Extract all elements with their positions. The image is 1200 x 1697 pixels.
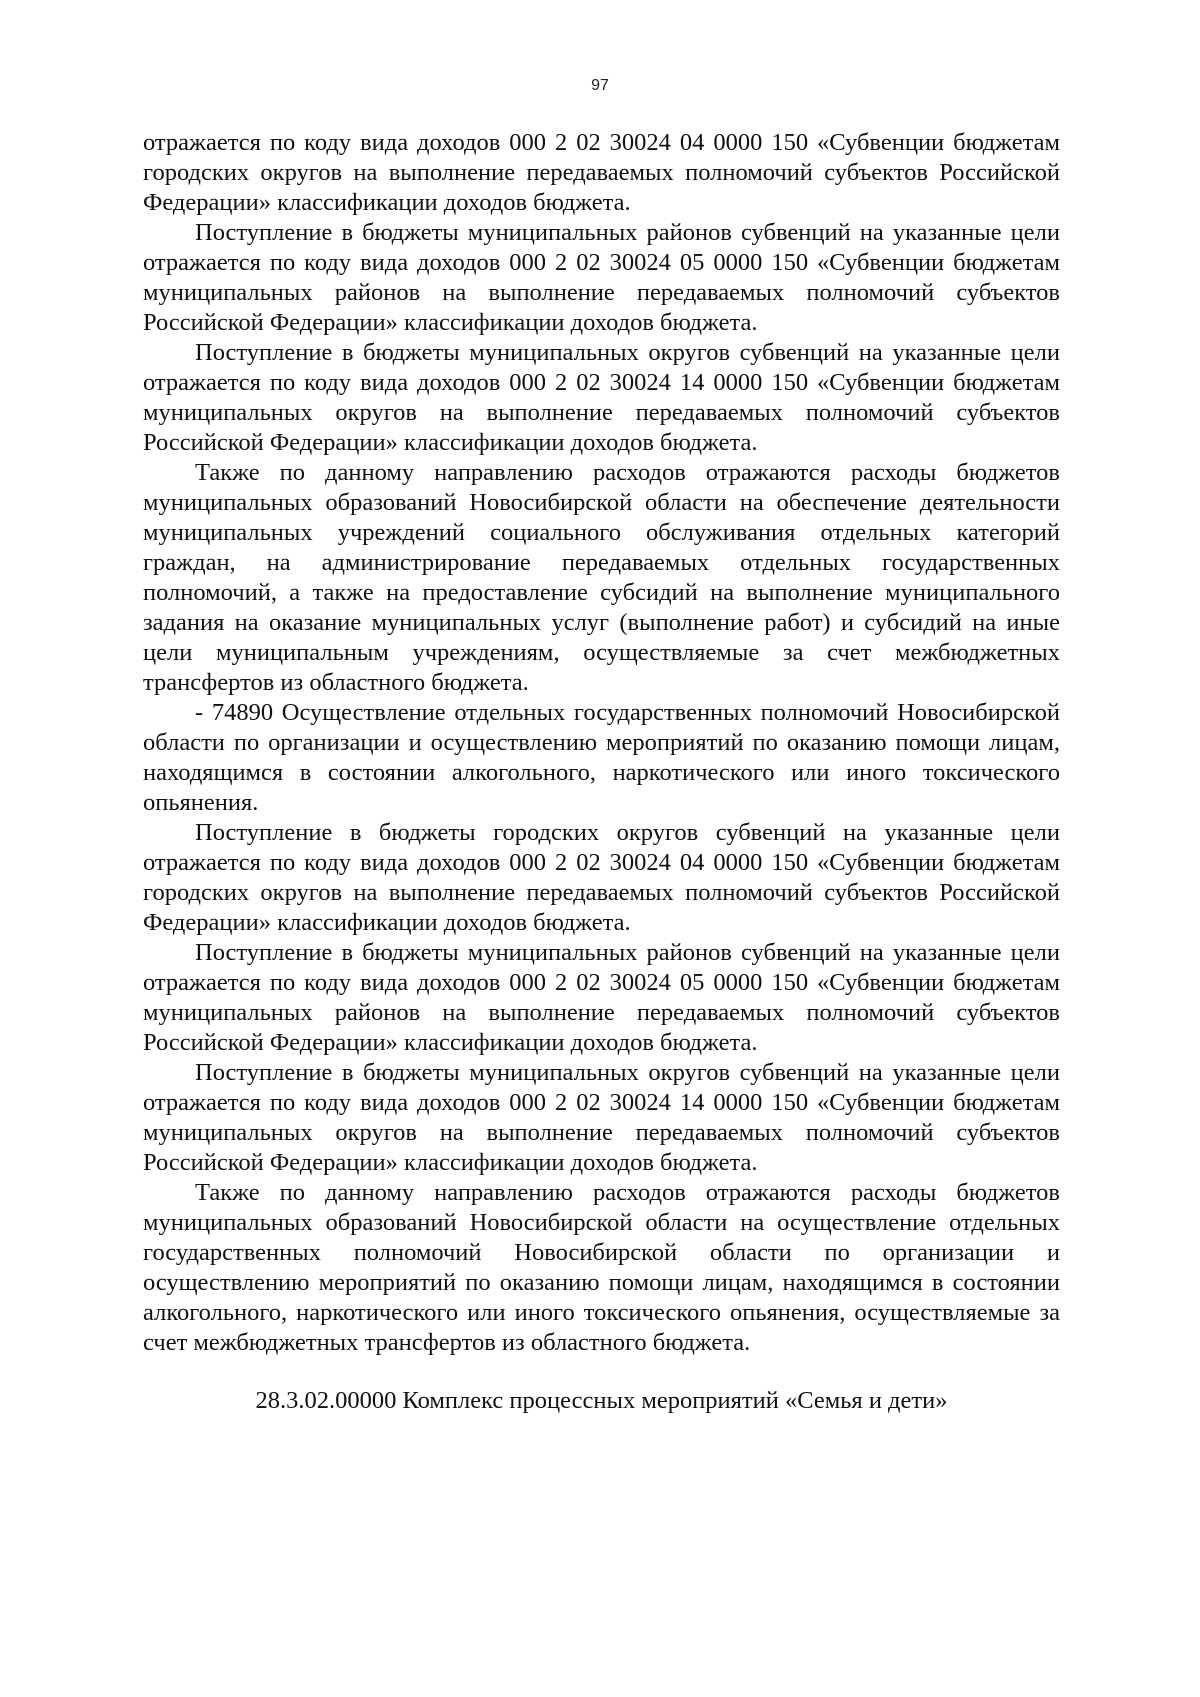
paragraph-urban-okrugs-revenue: Поступление в бюджеты городских округов субвенций на указанные цели отражается по коду вида доходов 000 2 02 30024 04 0000 150 «Субвенции бюджетам городских округов на выполнение передаваемых полномочий субъектов Российской Федерации» классификации доходов бюджета. xyxy=(143,819,1060,936)
paragraph-municipal-districts-revenue-2: Поступление в бюджеты муниципальных районов субвенций на указанные цели отражается по коду вида доходов 000 2 02 30024 05 0000 150 «Субвенции бюджетам муниципальных районов на выполнение передаваемых полномочий субъектов Российской Федерации» классификации доходов бюджета. xyxy=(143,939,1060,1056)
document-body xyxy=(143,128,1060,1416)
paragraph-code-74890: - 74890 Осуществление отдельных государственных полномочий Новосибирской области по организации и осуществлению мероприятий по оказанию помощи лицам, находящимся в состоянии алкогольного, наркотического или иного токсического опьянения. xyxy=(143,699,1060,816)
page-number: 97 xyxy=(591,77,609,94)
paragraph-municipal-okrugs-revenue-2: Поступление в бюджеты муниципальных округов субвенций на указанные цели отражается по коду вида доходов 000 2 02 30024 14 0000 150 «Субвенции бюджетам муниципальных округов на выполнение передаваемых полномочий субъектов Российской Федерации» классификации доходов бюджета. xyxy=(143,1059,1060,1176)
paragraph-continuation: отражается по коду вида доходов 000 2 02 30024 04 0000 150 «Субвенции бюджетам городских округов на выполнение передаваемых полномочий субъектов Российской Федерации» классификации доходов бюджета. xyxy=(143,129,1060,216)
paragraph-expenses-social-institutions: Также по данному направлению расходов отражаются расходы бюджетов муниципальных образований Новосибирской области на обеспечение деятельности муниципальных учреждений социального обслуживания отдельных категорий граждан, на администрирование передаваемых отдельных государственных полномочий, а также на предоставление субсидий на выполнение муниципального задания на оказание муниципальных услуг (выполнение работ) и субсидий на иные цели муниципальным учреждениям, осуществляемые за счет межбюджетных трансфертов из областного бюджета. xyxy=(143,459,1060,696)
paragraph-municipal-okrugs-revenue: Поступление в бюджеты муниципальных округов субвенций на указанные цели отражается по коду вида доходов 000 2 02 30024 14 0000 150 «Субвенции бюджетам муниципальных округов на выполнение передаваемых полномочий субъектов Российской Федерации» классификации доходов бюджета. xyxy=(143,339,1060,456)
paragraph-municipal-districts-revenue: Поступление в бюджеты муниципальных районов субвенций на указанные цели отражается по коду вида доходов 000 2 02 30024 05 0000 150 «Субвенции бюджетам муниципальных районов на выполнение передаваемых полномочий субъектов Российской Федерации» классификации доходов бюджета. xyxy=(143,219,1060,336)
paragraph-expenses-intoxication-assistance: Также по данному направлению расходов отражаются расходы бюджетов муниципальных образований Новосибирской области на осуществление отдельных государственных полномочий Новосибирской области по организации и осуществлению мероприятий по оказанию помощи лицам, находящимся в состоянии алкогольного, наркотического или иного токсического опьянения, осуществляемые за счет межбюджетных трансфертов из областного бюджета. xyxy=(143,1179,1060,1356)
section-heading: 28.3.02.00000 Комплекс процессных мероприятий «Семья и дети» xyxy=(255,1387,948,1414)
